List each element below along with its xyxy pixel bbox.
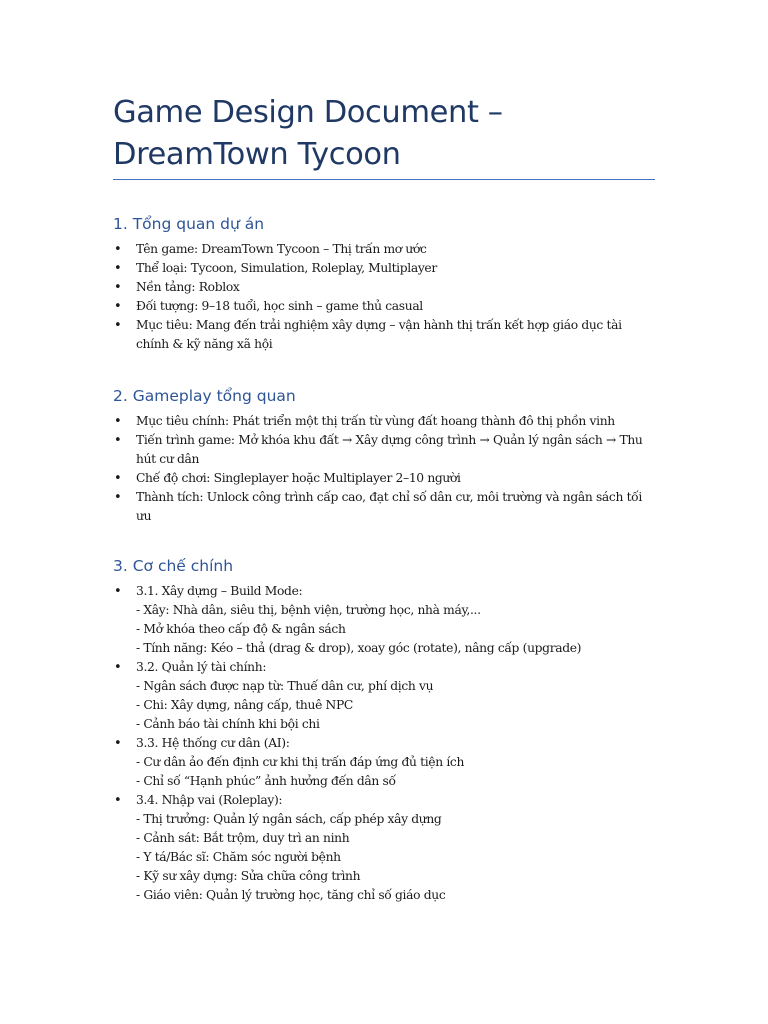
sub-line: - Tính năng: Kéo – thả (drag & drop), xoay góc (rotate), nâng cấp (upgrade) xyxy=(136,641,582,655)
group-label: • 3.3. Hệ thống cư dân (AI): xyxy=(136,736,290,750)
section-gameplay xyxy=(113,386,658,526)
list-item: • Thể loại: Tycoon, Simulation, Roleplay, Multiplayer xyxy=(113,259,658,278)
sub-line: - Kỹ sư xây dựng: Sửa chữa công trình xyxy=(136,869,361,883)
document-title: Game Design Document – DreamTown Tycoon xyxy=(113,95,503,172)
list-item: • Thành tích: Unlock công trình cấp cao, đạt chỉ số dân cư, môi trường và ngân sách tối ưu xyxy=(113,488,658,526)
list-item xyxy=(113,582,658,658)
group-label: • 3.2. Quản lý tài chính: xyxy=(136,660,267,674)
list-item: • Chế độ chơi: Singleplayer hoặc Multiplayer 2–10 người xyxy=(113,469,658,488)
section-heading: 1. Tổng quan dự án xyxy=(113,215,265,233)
bullet-list xyxy=(113,412,658,526)
section-heading: 2. Gameplay tổng quan xyxy=(113,387,296,405)
title-underline xyxy=(113,179,655,180)
sub-line: - Cư dân ảo đến định cư khi thị trấn đáp ứng đủ tiện ích xyxy=(136,755,465,769)
section-heading: 3. Cơ chế chính xyxy=(113,557,234,575)
group-label: • 3.4. Nhập vai (Roleplay): xyxy=(136,793,283,807)
sub-line: - Cảnh sát: Bắt trộm, duy trì an ninh xyxy=(136,831,350,845)
sub-line: - Giáo viên: Quản lý trường học, tăng chỉ số giáo dục xyxy=(136,888,446,902)
sub-line: - Chỉ số “Hạnh phúc” ảnh hưởng đến dân số xyxy=(136,774,396,788)
sub-line: - Ngân sách được nạp từ: Thuế dân cư, phí dịch vụ xyxy=(136,679,434,693)
section-mechanics xyxy=(113,556,658,905)
list-item: • Mục tiêu: Mang đến trải nghiệm xây dựng – vận hành thị trấn kết hợp giáo dục tài chính & kỹ năng xã hội xyxy=(113,316,658,354)
sub-line: - Xây: Nhà dân, siêu thị, bệnh viện, trường học, nhà máy,... xyxy=(136,603,481,617)
sub-line: - Mở khóa theo cấp độ & ngân sách xyxy=(136,622,346,636)
list-item xyxy=(113,658,658,734)
bullet-list xyxy=(113,582,658,905)
list-item: • Tên game: DreamTown Tycoon – Thị trấn mơ ước xyxy=(113,240,658,259)
bullet-list xyxy=(113,240,658,354)
sub-line: - Thị trưởng: Quản lý ngân sách, cấp phép xây dựng xyxy=(136,812,442,826)
sub-line: - Cảnh báo tài chính khi bội chi xyxy=(136,717,320,731)
list-item xyxy=(113,791,658,905)
list-item: • Tiến trình game: Mở khóa khu đất → Xây dựng công trình → Quản lý ngân sách → Thu hút cư dân xyxy=(113,431,658,469)
sub-line: - Chi: Xây dựng, nâng cấp, thuê NPC xyxy=(136,698,353,712)
sub-line: - Y tá/Bác sĩ: Chăm sóc người bệnh xyxy=(136,850,341,864)
list-item: • Nền tảng: Roblox xyxy=(113,278,658,297)
list-item: • Mục tiêu chính: Phát triển một thị trấn từ vùng đất hoang thành đô thị phồn vinh xyxy=(113,412,658,431)
section-overview xyxy=(113,214,658,354)
list-item: • Đối tượng: 9–18 tuổi, học sinh – game thủ casual xyxy=(113,297,658,316)
list-item xyxy=(113,734,658,791)
group-label: • 3.1. Xây dựng – Build Mode: xyxy=(136,584,303,598)
